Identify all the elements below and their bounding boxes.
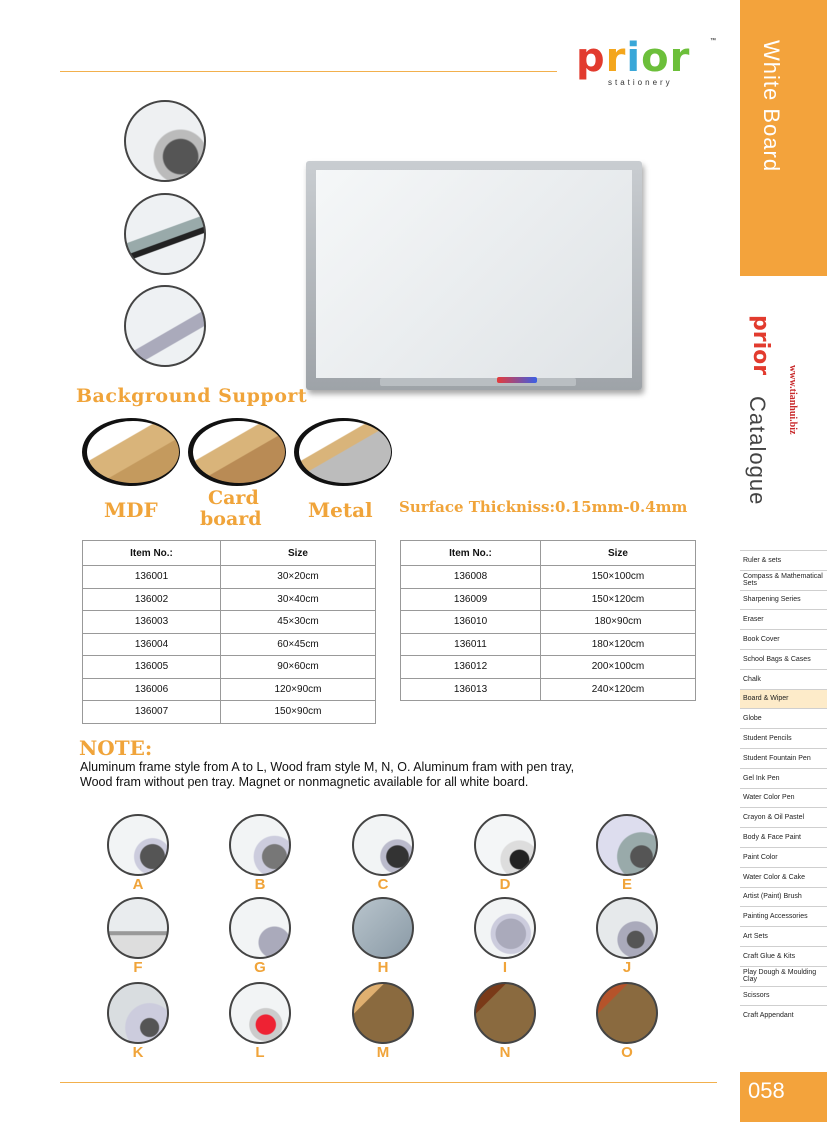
footer-rule: [60, 1082, 717, 1083]
frame-style-label: E: [621, 876, 632, 893]
frame-style-photo: [596, 814, 658, 876]
col-size: Size: [541, 541, 696, 566]
col-size: Size: [221, 541, 376, 566]
trademark: ™: [710, 38, 716, 44]
item-number-cell: 136012: [401, 656, 541, 679]
note-text: [80, 760, 680, 790]
section-title: White Board: [759, 40, 784, 173]
metal-label: Metal: [308, 498, 373, 522]
table-row: [83, 633, 376, 656]
frame-style-label: D: [499, 876, 511, 893]
frame-style-label: B: [254, 876, 266, 893]
frame-style-label: G: [254, 959, 266, 976]
corner-detail-photo: [124, 100, 206, 182]
nav-item[interactable]: Paint Color: [740, 847, 827, 867]
nav-item[interactable]: Sharpening Series: [740, 590, 827, 610]
item-number-cell: 136002: [83, 588, 221, 611]
background-support-title: Background Support: [76, 385, 308, 407]
nav-item[interactable]: Play Dough & Moulding Clay: [740, 966, 827, 986]
frame-style-photo: [107, 814, 169, 876]
size-cell: 120×90cm: [221, 678, 376, 701]
cardboard-label-line1: Card: [208, 487, 259, 509]
size-cell: 90×60cm: [221, 656, 376, 679]
size-cell: 240×120cm: [541, 678, 696, 701]
note-title: NOTE:: [79, 736, 153, 760]
nav-item[interactable]: Body & Face Paint: [740, 827, 827, 847]
table-row: [83, 611, 376, 634]
logo-subtitle: stationery: [608, 78, 673, 87]
item-number-cell: 136009: [401, 588, 541, 611]
size-cell: 150×100cm: [541, 566, 696, 589]
table-row: [83, 656, 376, 679]
size-table-right: [400, 540, 696, 701]
nav-item[interactable]: Crayon & Oil Pastel: [740, 807, 827, 827]
nav-item[interactable]: Eraser: [740, 609, 827, 629]
nav-item[interactable]: Board & Wiper: [740, 689, 827, 709]
table-row: [83, 566, 376, 589]
frame-style-label: F: [133, 959, 143, 976]
table-row: [83, 678, 376, 701]
size-table-left: [82, 540, 376, 724]
table-row: [401, 656, 696, 679]
nav-item[interactable]: Artist (Paint) Brush: [740, 887, 827, 907]
item-number-cell: 136006: [83, 678, 221, 701]
frame-style-label: J: [622, 959, 632, 976]
frame-style-label: A: [132, 876, 144, 893]
website-url[interactable]: www.tianhui.biz: [787, 365, 798, 435]
nav-item[interactable]: Scissors: [740, 986, 827, 1006]
frame-style-photo: [352, 814, 414, 876]
metal-sample: [294, 418, 392, 486]
size-cell: 150×90cm: [221, 701, 376, 724]
prior-logo: [576, 35, 691, 81]
nav-item[interactable]: Water Color & Cake: [740, 867, 827, 887]
logo-letter-or: or: [641, 35, 691, 81]
frame-style-label: K: [132, 1044, 144, 1061]
item-number-cell: 136010: [401, 611, 541, 634]
frame-style-label: M: [376, 1044, 390, 1061]
frame-style-photo: [107, 897, 169, 959]
item-number-cell: 136005: [83, 656, 221, 679]
table-row: [401, 633, 696, 656]
nav-item[interactable]: Gel Ink Pen: [740, 768, 827, 788]
table-row: [401, 566, 696, 589]
frame-style-photo: [107, 982, 169, 1044]
table-row: [401, 588, 696, 611]
frame-style-label: L: [255, 1044, 265, 1061]
frame-style-photo: [229, 982, 291, 1044]
nav-item[interactable]: Craft Appendant: [740, 1005, 827, 1025]
surface-thickness: Surface Thickniss:0.15mm-0.4mm: [399, 498, 688, 516]
item-number-cell: 136011: [401, 633, 541, 656]
mdf-sample: [82, 418, 180, 486]
nav-item[interactable]: Chalk: [740, 669, 827, 689]
item-number-cell: 136004: [83, 633, 221, 656]
item-number-cell: 136013: [401, 678, 541, 701]
size-cell: 200×100cm: [541, 656, 696, 679]
logo-letter-r: r: [605, 35, 627, 81]
frame-style-photo: [596, 897, 658, 959]
cardboard-sample: [188, 418, 286, 486]
frame-style-label: C: [377, 876, 389, 893]
frame-style-photo: [596, 982, 658, 1044]
cardboard-label-line2: board: [200, 508, 262, 530]
whiteboard-surface: [316, 170, 632, 378]
nav-item[interactable]: Student Pencils: [740, 728, 827, 748]
frame-style-label: N: [499, 1044, 511, 1061]
table-row: [83, 701, 376, 724]
nav-item[interactable]: School Bags & Cases: [740, 649, 827, 669]
size-cell: 30×40cm: [221, 588, 376, 611]
table-row: [401, 678, 696, 701]
nav-item[interactable]: Art Sets: [740, 926, 827, 946]
frame-style-photo: [229, 814, 291, 876]
tray-detail-photo: [124, 193, 206, 275]
col-item: Item No.:: [83, 541, 221, 566]
size-cell: 45×30cm: [221, 611, 376, 634]
frame-style-photo: [474, 982, 536, 1044]
nav-item[interactable]: Student Fountain Pen: [740, 748, 827, 768]
frame-style-photo: [474, 814, 536, 876]
nav-item[interactable]: Ruler & sets: [740, 550, 827, 570]
logo-letter-p: p: [576, 35, 606, 81]
sidebar-logo: [748, 315, 773, 375]
nav-item[interactable]: Globe: [740, 708, 827, 728]
category-nav: [740, 550, 827, 1025]
size-cell: 60×45cm: [221, 633, 376, 656]
frame-style-photo: [352, 897, 414, 959]
size-cell: 30×20cm: [221, 566, 376, 589]
hanger-detail-photo: [124, 285, 206, 367]
item-number-cell: 136008: [401, 566, 541, 589]
table-row: [401, 611, 696, 634]
frame-style-photo: [474, 897, 536, 959]
frame-style-photo: [229, 897, 291, 959]
frame-style-photo: [352, 982, 414, 1044]
nav-item[interactable]: Craft Glue & Kits: [740, 946, 827, 966]
nav-item[interactable]: Book Cover: [740, 629, 827, 649]
logo-letter-i: i: [626, 35, 642, 81]
page-number: 058: [748, 1078, 785, 1103]
header-rule: [60, 71, 557, 72]
note-line-2: Wood fram without pen tray. Magnet or nonmagnetic available for all white board.: [80, 775, 529, 789]
nav-item[interactable]: Painting Accessories: [740, 906, 827, 926]
item-number-cell: 136007: [83, 701, 221, 724]
size-cell: 180×90cm: [541, 611, 696, 634]
nav-item[interactable]: Water Color Pen: [740, 788, 827, 808]
frame-style-label: I: [502, 959, 508, 976]
size-cell: 180×120cm: [541, 633, 696, 656]
table-row: [83, 588, 376, 611]
marker-image: [497, 377, 537, 383]
catalogue-label: Catalogue: [745, 396, 770, 506]
pen-tray: [380, 378, 576, 386]
item-number-cell: 136001: [83, 566, 221, 589]
size-cell: 150×120cm: [541, 588, 696, 611]
item-number-cell: 136003: [83, 611, 221, 634]
mdf-label: MDF: [104, 498, 158, 522]
col-item: Item No.:: [401, 541, 541, 566]
frame-style-label: H: [377, 959, 389, 976]
nav-item[interactable]: Compass & Mathematical Sets: [740, 570, 827, 590]
note-line-1: Aluminum frame style from A to L, Wood fram style M, N, O. Aluminum fram with pen tray,: [80, 760, 575, 774]
sidebar-logo-text: prior: [748, 315, 773, 376]
frame-style-label: O: [621, 1044, 633, 1061]
